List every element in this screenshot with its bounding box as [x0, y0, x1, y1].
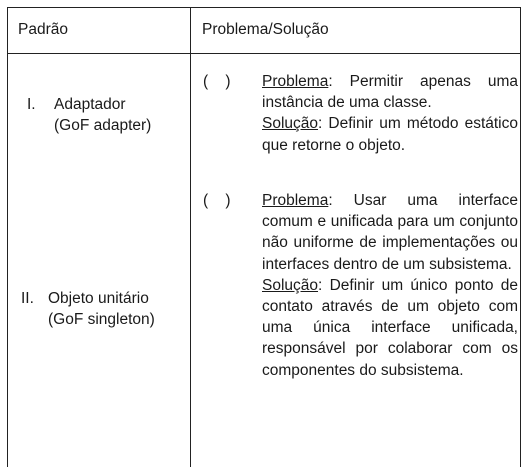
- solution-label: Solução: [262, 276, 319, 294]
- solution-paragraph: [262, 275, 518, 381]
- problem-solution-text: [262, 190, 518, 381]
- problem-text: : Permitir apenas uma instância de uma classe.: [262, 73, 518, 112]
- solution-text: : Definir um único ponto de contato através de um objeto com uma única interface unificada, responsável por colaborar com os componentes do subsistema.: [262, 276, 518, 379]
- column-divider: [190, 8, 191, 467]
- answer-blank[interactable]: ( ): [203, 192, 231, 209]
- problem-label: Problema: [262, 73, 329, 90]
- pattern-number: II.: [21, 290, 34, 307]
- header-pattern: Padrão: [18, 21, 68, 38]
- pattern-name-line: (GoF singleton): [48, 311, 155, 328]
- pattern-name-line: Adaptador: [54, 96, 126, 113]
- pattern-name-line: (GoF adapter): [54, 117, 152, 134]
- answer-blank[interactable]: ( ): [203, 73, 231, 90]
- patterns-table: [7, 7, 521, 467]
- problem-paragraph: [262, 71, 518, 113]
- solution-paragraph: [262, 113, 518, 155]
- problem-solution-text: [262, 71, 518, 156]
- problem-label: Problema: [262, 192, 329, 209]
- header-problem-solution: Problema/Solução: [202, 21, 329, 38]
- solution-label: Solução: [262, 115, 319, 133]
- problem-paragraph: [262, 190, 518, 275]
- pattern-name-line: Objeto unitário: [48, 290, 149, 307]
- pattern-number: I.: [27, 96, 36, 113]
- problem-text: : Usar uma interface comum e unificada para um conjunto não uniforme de implementações ou interfaces dentro de um subsistema.: [262, 192, 518, 273]
- header-divider: [8, 53, 520, 54]
- pattern-name: [48, 288, 155, 330]
- solution-text: : Definir um método estático que retorne o objeto.: [262, 115, 518, 154]
- pattern-name: [54, 94, 151, 136]
